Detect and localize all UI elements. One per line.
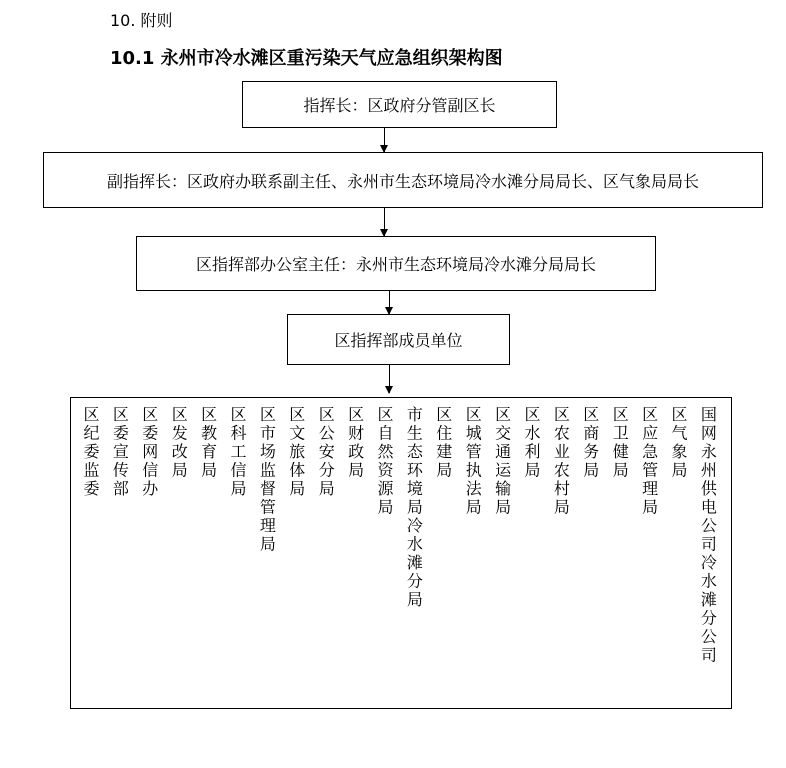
- arrow-connector: [384, 208, 385, 236]
- arrow-connector: [389, 365, 390, 393]
- member-unit: 区城管执法局: [463, 406, 483, 517]
- commander-box: 指挥长：区政府分管副区长: [242, 81, 557, 128]
- member-unit: 区住建局: [433, 406, 453, 480]
- arrow-connector: [389, 291, 390, 314]
- member-unit: 区委宣传部: [110, 406, 130, 499]
- member-unit: 区科工信局: [228, 406, 247, 499]
- member-unit: 区公安分局: [316, 406, 336, 499]
- office-director-box: 区指挥部办公室主任：永州市生态环境局冷水滩分局局长: [136, 236, 656, 291]
- member-unit: 区财政局: [345, 406, 365, 480]
- member-unit: 区文旅体局: [286, 406, 306, 499]
- member-unit: 区教育局: [198, 406, 218, 480]
- member-unit: 国网永州供电公司冷水滩分公司: [698, 406, 718, 665]
- member-unit: 区农业农村局: [551, 406, 571, 517]
- member-unit: 区纪委监委: [81, 406, 100, 499]
- arrow-connector: [384, 128, 385, 152]
- member-unit: 区气象局: [669, 406, 688, 480]
- members-title-box: 区指挥部成员单位: [287, 314, 510, 365]
- member-unit: 区委网信办: [139, 406, 159, 499]
- section-title: 10. 附则: [110, 11, 173, 30]
- member-unit: 区发改局: [169, 406, 189, 480]
- member-unit: 区交通运输局: [492, 406, 512, 517]
- subsection-title: 10.1 永州市冷水滩区重污染天气应急组织架构图: [110, 48, 503, 69]
- member-unit: 区水利局: [522, 406, 541, 480]
- member-unit: 市生态环境局冷水滩分局: [404, 406, 424, 610]
- member-unit: 区应急管理局: [639, 406, 659, 517]
- member-unit: 区市场监督管理局: [257, 406, 277, 554]
- deputy-commander-box: 副指挥长：区政府办联系副主任、永州市生态环境局冷水滩分局局长、区气象局局长: [43, 152, 763, 208]
- member-unit: 区商务局: [580, 406, 600, 480]
- member-units-box: [70, 397, 732, 709]
- member-unit: 区卫健局: [610, 406, 630, 480]
- member-unit: 区自然资源局: [375, 406, 394, 517]
